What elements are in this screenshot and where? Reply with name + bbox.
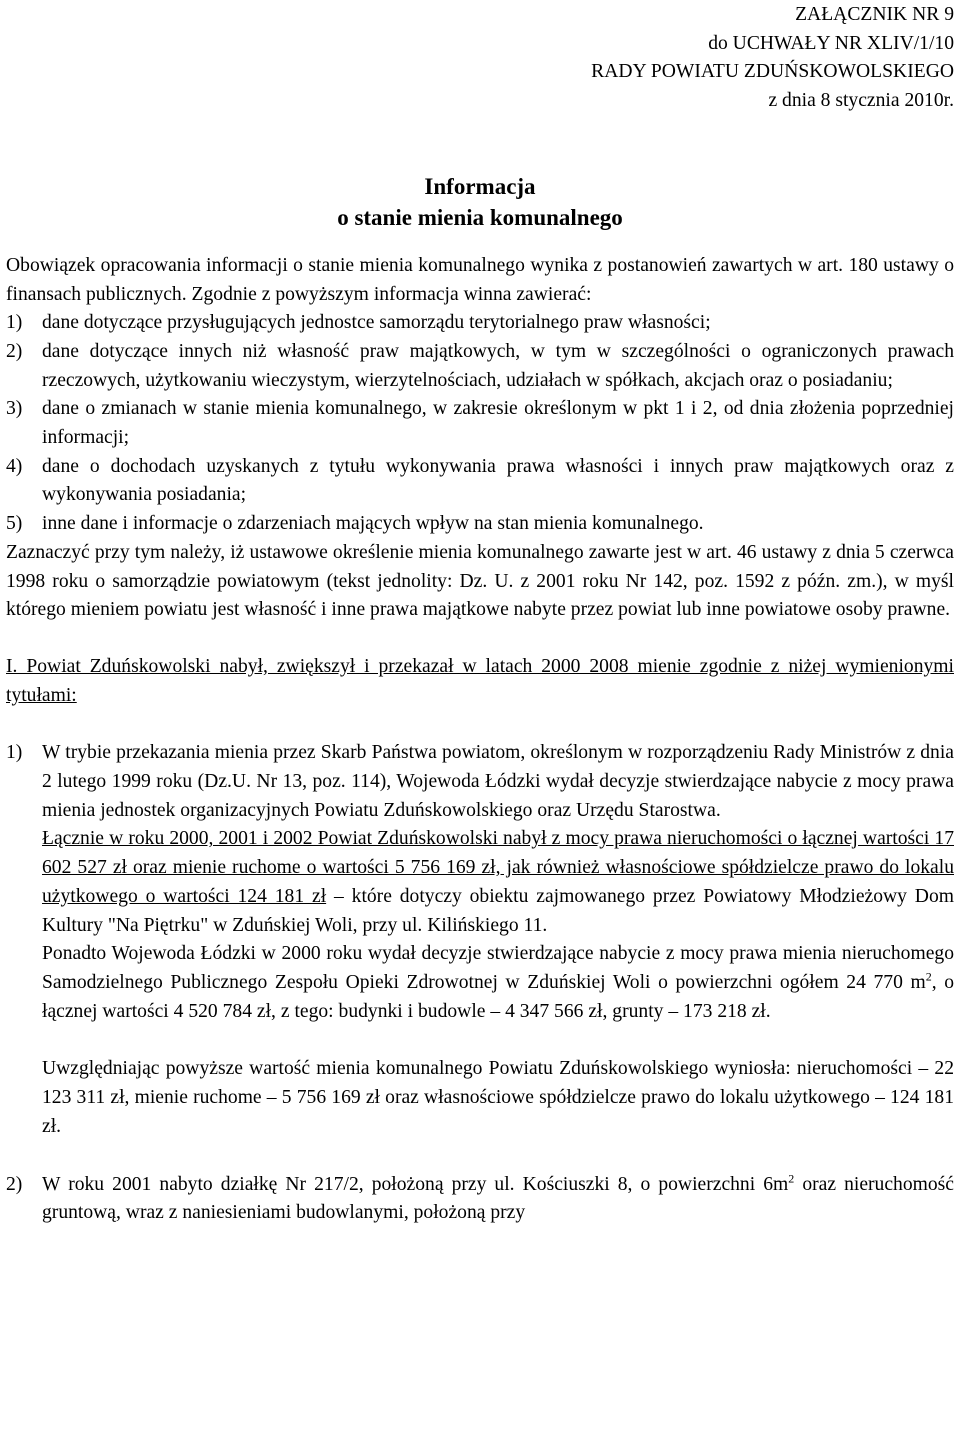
- item-1-paragraph-3-a: Ponadto Wojewoda Łódzki w 2000 roku wydał decyzje stwierdzające nabycie z mocy prawa mienia nieruchomego Samodzielnego Publicznego Zespołu Opieki Zdrowotnej w Zduńskiej Woli o powierzchni ogółem 24 770 m: [42, 943, 954, 993]
- list-item-number: 2): [6, 340, 23, 362]
- item-1-paragraph-3-b: , o łącznej wartości 4 520 784 zł, z tego: budynki i budowle – 4 347 566 zł, grunty – 173 218 zł.: [42, 971, 954, 1022]
- requirements-list: [6, 309, 954, 539]
- document-page: [6, 0, 954, 1228]
- list-item: [6, 510, 954, 539]
- item-1-paragraph-2: [42, 825, 954, 940]
- legal-note-paragraph: Zaznaczyć przy tym należy, iż ustawowe określenie mienia komunalnego zawarte jest w art. 46 ustawy z dnia 5 czerwca 1998 roku o samorządzie powiatowym (tekst jednolity: Dz. U. z 2001 roku Nr 142, poz. 1592 z późn. zm.), w myśl którego mieniem powiatu jest własność i inne prawa majątkowe nabyte przez powiat lub inne powiatowe osoby prawne.: [6, 541, 954, 621]
- item-1-paragraph-4: Uwzględniając powyższe wartość mienia komunalnego Powiatu Zduńskowolskiego wyniosła: nieruchomości – 22 123 311 zł, mienie ruchome – 5 756 169 zł oraz własnościowe spółdzielcze prawo do lokalu użytkowego – 124 181 zł.: [42, 1058, 954, 1137]
- list-item: [6, 338, 954, 395]
- list-item: [6, 309, 954, 338]
- item-1-paragraph-3: [42, 940, 954, 1026]
- item-2-body: [42, 1171, 954, 1228]
- item-2-number: 2): [6, 1173, 23, 1195]
- list-item-number: 4): [6, 455, 23, 477]
- section-heading: I. Powiat Zduńskowolski nabył, zwiększył i przekazał w latach 2000 2008 mienie zgodnie z niżej wymienionymi tytułami:: [6, 655, 954, 706]
- title-line-2: o stanie mienia komunalnego: [337, 204, 623, 230]
- item-1-paragraph-2-underlined: Łącznie w roku 2000, 2001 i 2002 Powiat Zduńskowolski nabył z mocy prawa nieruchomości o łącznej wartości 17 602 527 zł oraz mienie ruchome o wartości 5 756 169 zł, jak również własnościowe spółdzielcze prawo do lokalu użytkowego o wartości 124 181 zł: [42, 828, 954, 907]
- list-item: [6, 453, 954, 510]
- item-2-paragraph: [42, 1171, 954, 1228]
- list-item-text: dane dotyczące innych niż własność praw majątkowych, w tym w szczególności o ograniczonych prawach rzeczowych, użytkowaniu wieczystym, wierzytelnościach, udziałach w spółkach, akcjach oraz o posiadaniu;: [42, 340, 954, 391]
- item-2: [6, 1171, 954, 1228]
- superscript: 2: [788, 1170, 795, 1185]
- list-item-text: dane dotyczące przysługujących jednostce samorządu terytorialnego praw własności;: [42, 312, 711, 334]
- header-line-2: do UCHWAŁY NR XLIV/1/10: [708, 32, 954, 54]
- item-1-paragraph-1: W trybie przekazania mienia przez Skarb Państwa powiatom, określonym w rozporządzeniu Rady Ministrów z dnia 2 lutego 1999 roku (Dz.U. Nr 13, poz. 114), Wojewoda Łódzki wydał decyzje stwierdzające nabycie z mocy prawa mienia jednostek organizacyjnych Powiatu Zduńskowolskiego oraz Urzędu Starostwa.: [42, 742, 954, 821]
- item-1: [6, 739, 954, 1141]
- header-line-3: RADY POWIATU ZDUŃSKOWOLSKIEGO: [591, 61, 954, 83]
- item-1-number: 1): [6, 742, 23, 764]
- list-item-number: 1): [6, 312, 23, 334]
- header-line-4: z dnia 8 stycznia 2010r.: [768, 90, 954, 112]
- item-1-body: [42, 739, 954, 1141]
- list-item-number: 5): [6, 513, 23, 535]
- list-item-number: 3): [6, 398, 23, 420]
- list-item-text: inne dane i informacje o zdarzeniach mających wpływ na stan mienia komunalnego.: [42, 513, 704, 535]
- header-line-1: ZAŁĄCZNIK NR 9: [795, 4, 954, 25]
- list-item-text: dane o zmianach w stanie mienia komunalnego, w zakresie określonym w pkt 1 i 2, od dnia złożenia poprzedniej informacji;: [42, 398, 954, 449]
- item-2-text-a: W roku 2001 nabyto działkę Nr 217/2, położoną przy ul. Kościuszki 8, o powierzchni 6m: [42, 1173, 789, 1195]
- list-item-text: dane o dochodach uzyskanych z tytułu wykonywania prawa własności i innych praw majątkowych oraz z wykonywania posiadania;: [42, 455, 954, 506]
- attachment-header: [6, 0, 954, 116]
- superscript: 2: [925, 969, 932, 984]
- item-2-text-b: oraz nieruchomość gruntową, wraz z naniesieniami budowlanymi, położoną przy: [42, 1173, 954, 1224]
- intro-paragraph: Obowiązek opracowania informacji o stanie mienia komunalnego wynika z postanowień zawartych w art. 180 ustawy o finansach publicznych. Zgodnie z powyższym informacja winna zawierać:: [6, 254, 954, 305]
- item-1-paragraph-2-rest: – które dotyczy obiektu zajmowanego przez Powiatowy Młodzieżowy Dom Kultury "Na Piętrku" w Zduńskiej Woli, przy ul. Kilińskiego 11.: [42, 885, 954, 936]
- list-item: [6, 395, 954, 452]
- document-title: [6, 171, 954, 233]
- title-line-1: Informacja: [424, 173, 536, 199]
